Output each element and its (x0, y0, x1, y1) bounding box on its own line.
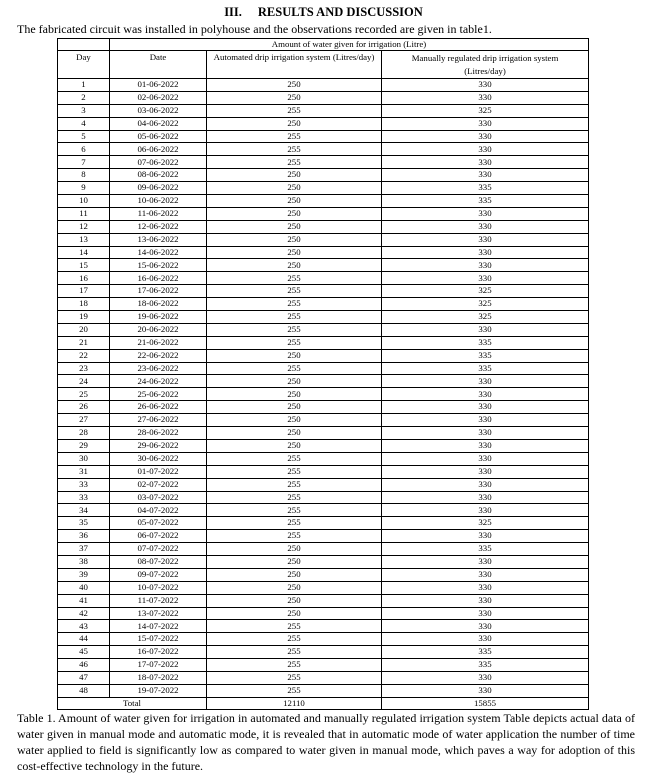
table-row (58, 607, 589, 620)
table-row (58, 465, 589, 478)
manual-cell: 330 (382, 452, 589, 465)
table-row (58, 646, 589, 659)
automated-cell: 255 (207, 311, 382, 324)
day-column-header: Day (58, 51, 110, 79)
day-cell: 36 (58, 530, 110, 543)
date-cell: 21-06-2022 (110, 336, 207, 349)
table-row (58, 517, 589, 530)
table-row (58, 555, 589, 568)
day-cell: 1 (58, 79, 110, 92)
automated-cell: 255 (207, 620, 382, 633)
table-row (58, 259, 589, 272)
table-row (58, 491, 589, 504)
day-cell: 13 (58, 233, 110, 246)
table-row (58, 272, 589, 285)
manual-cell: 330 (382, 246, 589, 259)
manual-cell: 330 (382, 568, 589, 581)
date-cell: 28-06-2022 (110, 427, 207, 440)
date-cell: 17-07-2022 (110, 659, 207, 672)
automated-cell: 255 (207, 478, 382, 491)
date-cell: 14-07-2022 (110, 620, 207, 633)
manual-cell: 330 (382, 259, 589, 272)
day-cell: 10 (58, 195, 110, 208)
date-cell: 09-06-2022 (110, 182, 207, 195)
manual-cell: 330 (382, 491, 589, 504)
automated-cell: 250 (207, 349, 382, 362)
automated-cell: 255 (207, 517, 382, 530)
manual-cell: 330 (382, 671, 589, 684)
date-cell: 27-06-2022 (110, 414, 207, 427)
date-cell: 05-06-2022 (110, 130, 207, 143)
day-cell: 35 (58, 517, 110, 530)
day-cell: 16 (58, 272, 110, 285)
automated-cell: 255 (207, 504, 382, 517)
date-cell: 03-07-2022 (110, 491, 207, 504)
manual-cell: 330 (382, 91, 589, 104)
automated-cell: 250 (207, 555, 382, 568)
table-row (58, 671, 589, 684)
manual-cell: 330 (382, 439, 589, 452)
table-row (58, 195, 589, 208)
date-cell: 25-06-2022 (110, 388, 207, 401)
automated-cell: 255 (207, 362, 382, 375)
day-cell: 7 (58, 156, 110, 169)
automated-cell: 255 (207, 684, 382, 697)
table-row (58, 104, 589, 117)
table-row (58, 156, 589, 169)
automated-cell: 255 (207, 491, 382, 504)
table-row (58, 169, 589, 182)
date-cell: 24-06-2022 (110, 375, 207, 388)
day-cell: 46 (58, 659, 110, 672)
manual-cell: 330 (382, 555, 589, 568)
manual-cell: 330 (382, 220, 589, 233)
date-cell: 11-07-2022 (110, 594, 207, 607)
table-row (58, 478, 589, 491)
manual-cell: 330 (382, 504, 589, 517)
day-cell: 47 (58, 671, 110, 684)
table-row (58, 143, 589, 156)
automated-cell: 250 (207, 581, 382, 594)
day-cell: 31 (58, 465, 110, 478)
automated-cell: 250 (207, 195, 382, 208)
day-cell: 18 (58, 298, 110, 311)
day-cell: 37 (58, 543, 110, 556)
automated-cell: 255 (207, 156, 382, 169)
day-cell: 34 (58, 504, 110, 517)
table-row (58, 568, 589, 581)
automated-cell: 255 (207, 671, 382, 684)
manual-cell: 335 (382, 195, 589, 208)
manual-column-unit: (Litres/day) (464, 66, 506, 76)
automated-cell: 250 (207, 91, 382, 104)
day-cell: 27 (58, 414, 110, 427)
day-cell: 19 (58, 311, 110, 324)
table-row (58, 414, 589, 427)
automated-cell: 250 (207, 207, 382, 220)
manual-cell: 330 (382, 233, 589, 246)
manual-cell: 330 (382, 388, 589, 401)
manual-cell: 335 (382, 646, 589, 659)
day-cell: 45 (58, 646, 110, 659)
day-cell: 28 (58, 427, 110, 440)
automated-cell: 250 (207, 169, 382, 182)
manual-column-header (382, 51, 589, 79)
date-cell: 15-07-2022 (110, 633, 207, 646)
date-cell: 20-06-2022 (110, 323, 207, 336)
manual-cell: 330 (382, 117, 589, 130)
date-cell: 01-06-2022 (110, 79, 207, 92)
day-cell: 3 (58, 104, 110, 117)
manual-cell: 330 (382, 143, 589, 156)
group-header: Amount of water given for irrigation (Litre) (110, 39, 589, 51)
table-row (58, 207, 589, 220)
table-row (58, 388, 589, 401)
day-cell: 15 (58, 259, 110, 272)
date-cell: 16-07-2022 (110, 646, 207, 659)
day-cell: 30 (58, 452, 110, 465)
table-row (58, 581, 589, 594)
table-row (58, 246, 589, 259)
day-cell: 6 (58, 143, 110, 156)
manual-cell: 330 (382, 401, 589, 414)
automated-cell: 250 (207, 117, 382, 130)
automated-cell: 255 (207, 452, 382, 465)
automated-cell: 255 (207, 285, 382, 298)
manual-cell: 330 (382, 207, 589, 220)
date-cell: 09-07-2022 (110, 568, 207, 581)
day-cell: 41 (58, 594, 110, 607)
manual-cell: 330 (382, 427, 589, 440)
date-cell: 03-06-2022 (110, 104, 207, 117)
day-cell: 38 (58, 555, 110, 568)
day-cell: 40 (58, 581, 110, 594)
automated-cell: 250 (207, 439, 382, 452)
date-cell: 29-06-2022 (110, 439, 207, 452)
date-cell: 10-07-2022 (110, 581, 207, 594)
day-cell: 20 (58, 323, 110, 336)
day-cell: 33 (58, 478, 110, 491)
day-cell: 4 (58, 117, 110, 130)
manual-cell: 330 (382, 169, 589, 182)
automated-cell: 255 (207, 130, 382, 143)
day-cell: 44 (58, 633, 110, 646)
day-cell: 25 (58, 388, 110, 401)
automated-cell: 250 (207, 427, 382, 440)
day-cell: 11 (58, 207, 110, 220)
manual-cell: 325 (382, 517, 589, 530)
table-row (58, 439, 589, 452)
day-cell: 17 (58, 285, 110, 298)
date-cell: 17-06-2022 (110, 285, 207, 298)
date-cell: 06-07-2022 (110, 530, 207, 543)
date-cell: 12-06-2022 (110, 220, 207, 233)
automated-cell: 255 (207, 104, 382, 117)
date-cell: 02-06-2022 (110, 91, 207, 104)
day-cell: 43 (58, 620, 110, 633)
date-cell: 04-07-2022 (110, 504, 207, 517)
table-row (58, 375, 589, 388)
manual-cell: 335 (382, 543, 589, 556)
manual-cell: 330 (382, 594, 589, 607)
date-cell: 22-06-2022 (110, 349, 207, 362)
table-row (58, 594, 589, 607)
date-column-header: Date (110, 51, 207, 79)
date-cell: 14-06-2022 (110, 246, 207, 259)
day-cell: 29 (58, 439, 110, 452)
total-manual: 15855 (382, 697, 589, 709)
table-row (58, 401, 589, 414)
day-cell: 22 (58, 349, 110, 362)
day-cell: 5 (58, 130, 110, 143)
table-row (58, 427, 589, 440)
section-title: RESULTS AND DISCUSSION (257, 5, 423, 19)
date-cell: 18-07-2022 (110, 671, 207, 684)
date-cell: 19-06-2022 (110, 311, 207, 324)
automated-cell: 255 (207, 530, 382, 543)
automated-cell: 250 (207, 607, 382, 620)
date-cell: 13-06-2022 (110, 233, 207, 246)
automated-cell: 250 (207, 375, 382, 388)
table-row (58, 91, 589, 104)
intro-paragraph: The fabricated circuit was installed in polyhouse and the observations recorded are given in table1. (17, 22, 492, 36)
automated-cell: 250 (207, 182, 382, 195)
automated-cell: 250 (207, 220, 382, 233)
automated-column-header: Automated drip irrigation system (Litres/day) (207, 51, 382, 79)
table-row (58, 233, 589, 246)
manual-cell: 335 (382, 349, 589, 362)
manual-cell: 330 (382, 323, 589, 336)
day-cell: 14 (58, 246, 110, 259)
day-cell: 48 (58, 684, 110, 697)
automated-cell: 255 (207, 465, 382, 478)
table-row (58, 220, 589, 233)
automated-cell: 250 (207, 246, 382, 259)
automated-cell: 250 (207, 401, 382, 414)
manual-column-title: Manually regulated drip irrigation system (411, 53, 559, 63)
date-cell: 26-06-2022 (110, 401, 207, 414)
day-cell: 23 (58, 362, 110, 375)
date-cell: 06-06-2022 (110, 143, 207, 156)
date-cell: 01-07-2022 (110, 465, 207, 478)
day-cell: 24 (58, 375, 110, 388)
automated-cell: 250 (207, 568, 382, 581)
automated-cell: 250 (207, 79, 382, 92)
manual-cell: 330 (382, 465, 589, 478)
table-row (58, 182, 589, 195)
date-cell: 04-06-2022 (110, 117, 207, 130)
day-cell: 2 (58, 91, 110, 104)
table-row (58, 311, 589, 324)
automated-cell: 255 (207, 659, 382, 672)
manual-cell: 330 (382, 130, 589, 143)
table-row (58, 323, 589, 336)
total-label: Total (58, 697, 207, 709)
automated-cell: 250 (207, 543, 382, 556)
automated-cell: 250 (207, 594, 382, 607)
automated-cell: 250 (207, 388, 382, 401)
date-cell: 18-06-2022 (110, 298, 207, 311)
automated-cell: 255 (207, 646, 382, 659)
table-caption: Table 1. Amount of water given for irrigation in automated and manually regulated irrigation system Table depicts actual data of water given in manual mode and automatic mode, it is revealed that in automatic mode of water application the number of time water applied to field is significantly low as compared to water given in manual mode, which paves a way for adoption of this cost-effective technology in the future. (17, 711, 635, 773)
date-cell: 11-06-2022 (110, 207, 207, 220)
date-cell: 30-06-2022 (110, 452, 207, 465)
table-row (58, 659, 589, 672)
manual-cell: 330 (382, 414, 589, 427)
manual-cell: 330 (382, 530, 589, 543)
table-row (58, 452, 589, 465)
date-cell: 19-07-2022 (110, 684, 207, 697)
table-row (58, 620, 589, 633)
automated-cell: 255 (207, 298, 382, 311)
total-automated: 12110 (207, 697, 382, 709)
manual-cell: 335 (382, 336, 589, 349)
manual-cell: 330 (382, 156, 589, 169)
automated-cell: 255 (207, 633, 382, 646)
manual-cell: 325 (382, 298, 589, 311)
table-row (58, 633, 589, 646)
table-row (58, 79, 589, 92)
day-cell: 9 (58, 182, 110, 195)
date-cell: 16-06-2022 (110, 272, 207, 285)
manual-cell: 325 (382, 285, 589, 298)
automated-cell: 255 (207, 336, 382, 349)
manual-cell: 335 (382, 362, 589, 375)
table-row (58, 285, 589, 298)
section-heading (0, 5, 647, 20)
day-cell: 42 (58, 607, 110, 620)
manual-cell: 335 (382, 182, 589, 195)
manual-cell: 330 (382, 684, 589, 697)
date-cell: 10-06-2022 (110, 195, 207, 208)
day-cell: 33 (58, 491, 110, 504)
date-cell: 07-06-2022 (110, 156, 207, 169)
manual-cell: 330 (382, 607, 589, 620)
table-row (58, 543, 589, 556)
automated-cell: 255 (207, 143, 382, 156)
manual-cell: 330 (382, 478, 589, 491)
table-row (58, 362, 589, 375)
automated-cell: 250 (207, 233, 382, 246)
table-row (58, 130, 589, 143)
manual-cell: 325 (382, 311, 589, 324)
date-cell: 08-06-2022 (110, 169, 207, 182)
manual-cell: 330 (382, 633, 589, 646)
table-row (58, 684, 589, 697)
automated-cell: 255 (207, 323, 382, 336)
automated-cell: 250 (207, 414, 382, 427)
manual-cell: 330 (382, 375, 589, 388)
date-cell: 15-06-2022 (110, 259, 207, 272)
date-cell: 08-07-2022 (110, 555, 207, 568)
table-row (58, 349, 589, 362)
table-row (58, 530, 589, 543)
irrigation-observations-table (57, 38, 589, 710)
manual-cell: 330 (382, 272, 589, 285)
table-row (58, 298, 589, 311)
manual-cell: 325 (382, 104, 589, 117)
section-number: III. (224, 5, 242, 19)
date-cell: 05-07-2022 (110, 517, 207, 530)
table-row (58, 336, 589, 349)
table-row (58, 504, 589, 517)
manual-cell: 335 (382, 659, 589, 672)
manual-cell: 330 (382, 620, 589, 633)
date-cell: 02-07-2022 (110, 478, 207, 491)
manual-cell: 330 (382, 79, 589, 92)
table-row (58, 117, 589, 130)
day-cell: 26 (58, 401, 110, 414)
day-cell: 21 (58, 336, 110, 349)
manual-cell: 330 (382, 581, 589, 594)
automated-cell: 250 (207, 259, 382, 272)
date-cell: 13-07-2022 (110, 607, 207, 620)
date-cell: 23-06-2022 (110, 362, 207, 375)
day-cell: 8 (58, 169, 110, 182)
automated-cell: 255 (207, 272, 382, 285)
empty-header-cell (58, 39, 110, 51)
day-cell: 12 (58, 220, 110, 233)
day-cell: 39 (58, 568, 110, 581)
date-cell: 07-07-2022 (110, 543, 207, 556)
